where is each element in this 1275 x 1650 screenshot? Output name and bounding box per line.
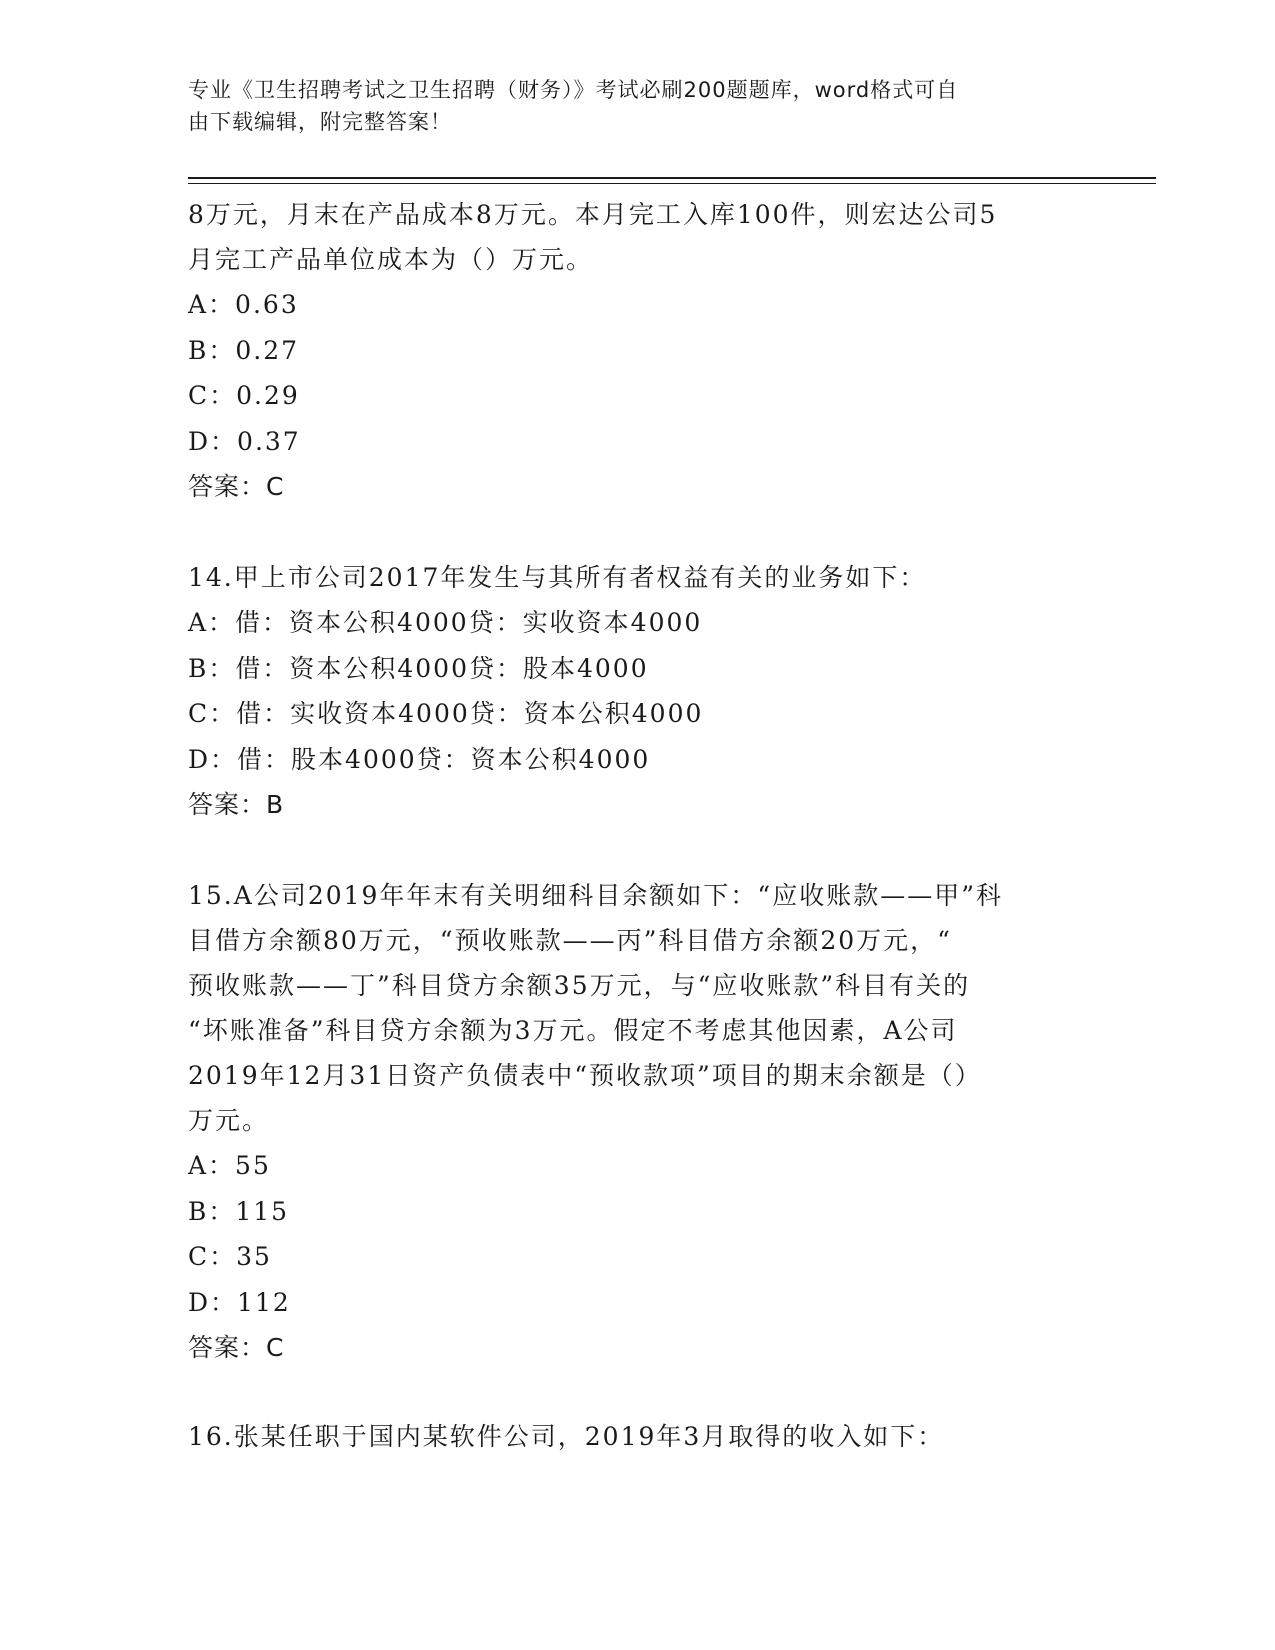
header-line-1: 专业《卫生招聘考试之卫生招聘（财务）》考试必刷200题题库，word格式可自 xyxy=(188,78,959,102)
spacer xyxy=(188,509,1088,555)
question-stem-line: 万元。 xyxy=(188,1106,270,1135)
answer-line: 答案：B xyxy=(188,790,285,819)
question-stem-line: 目借方余额80万元，“预收账款——丙”科目借方余额20万元，“ xyxy=(188,926,952,955)
option-b: B：115 xyxy=(188,1196,290,1226)
question-list xyxy=(188,192,1088,1459)
document-header xyxy=(188,74,1068,138)
option-b: B：0.27 xyxy=(188,335,300,365)
option-a: A：0.63 xyxy=(188,290,299,319)
option-d: D：112 xyxy=(188,1287,291,1317)
spacer xyxy=(188,1370,1088,1414)
question-14 xyxy=(188,555,1088,827)
question-stem-line: 月完工产品单位成本为（）万元。 xyxy=(188,245,594,274)
header-divider-thick xyxy=(188,177,1156,179)
question-stem-line: 14.甲上市公司2017年发生与其所有者权益有关的业务如下： xyxy=(188,563,927,592)
option-d: D：0.37 xyxy=(188,426,301,456)
question-16 xyxy=(188,1414,1088,1459)
option-b: B：借：资本公积4000贷：股本4000 xyxy=(188,653,649,683)
question-stem-line: 2019年12月31日资产负债表中“预收款项”项目的期末余额是（） xyxy=(188,1061,982,1090)
question-stem-line: 16.张某任职于国内某软件公司，2019年3月取得的收入如下： xyxy=(188,1422,945,1451)
spacer xyxy=(188,827,1088,873)
option-a: A：55 xyxy=(188,1151,271,1180)
option-c: C：35 xyxy=(188,1242,272,1271)
header-divider-thin xyxy=(188,183,1156,184)
option-d: D：借：股本4000贷：资本公积4000 xyxy=(188,744,651,774)
question-stem-line: 预收账款——丁”科目贷方余额35万元，与“应收账款”科目有关的 xyxy=(188,971,971,1000)
header-line-2: 由下载编辑，附完整答案！ xyxy=(188,110,452,134)
option-c: C：0.29 xyxy=(188,381,300,410)
question-15 xyxy=(188,873,1088,1370)
question-13 xyxy=(188,192,1088,509)
option-a: A：借：资本公积4000贷：实收资本4000 xyxy=(188,608,703,637)
answer-line: 答案：C xyxy=(188,1333,285,1362)
question-stem-line: 15.A公司2019年年末有关明细科目余额如下：“应收账款——甲”科 xyxy=(188,881,1003,910)
question-stem-line: “坏账准备”科目贷方余额为3万元。假定不考虑其他因素，A公司 xyxy=(188,1016,958,1045)
option-c: C：借：实收资本4000贷：资本公积4000 xyxy=(188,699,704,728)
answer-line: 答案：C xyxy=(188,472,285,501)
question-stem-line: 8万元，月末在产品成本8万元。本月完工入库100件，则宏达公司5 xyxy=(188,200,998,229)
